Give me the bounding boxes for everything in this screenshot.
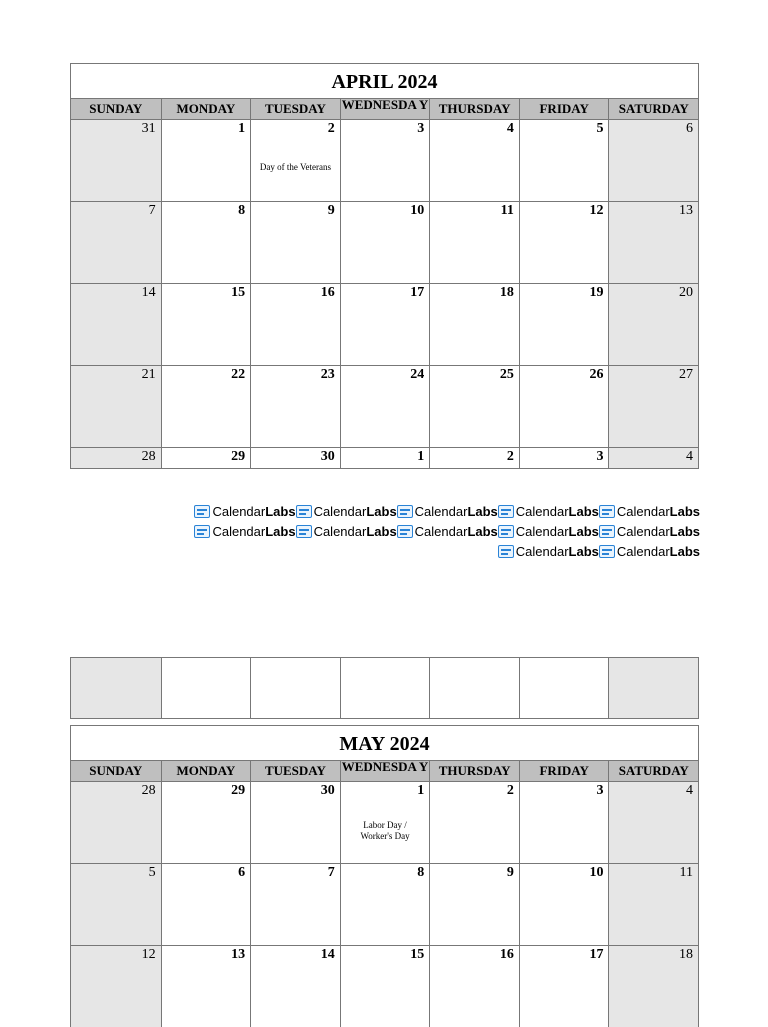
day-cell[interactable] (519, 202, 609, 283)
calendarlabs-logo (397, 502, 498, 522)
day-number: 31 (141, 121, 156, 136)
day-cell[interactable] (429, 284, 519, 365)
day-number: 3 (417, 121, 425, 136)
day-number: 14 (141, 285, 156, 300)
day-number: 28 (141, 783, 156, 798)
day-number: 17 (410, 285, 425, 300)
day-number: 30 (320, 449, 335, 464)
day-cell[interactable] (519, 946, 609, 1027)
day-number: 8 (238, 203, 246, 218)
day-cell[interactable] (429, 202, 519, 283)
logo-text-calendar: Calendar (515, 504, 569, 519)
day-cell[interactable] (71, 864, 161, 945)
april-weekday-header (71, 99, 698, 120)
logo-text-labs: Labs (366, 504, 397, 519)
day-number: 2 (327, 121, 335, 136)
blank-cell (608, 658, 698, 718)
day-number: 28 (141, 449, 156, 464)
day-cell[interactable] (519, 366, 609, 447)
day-number: 4 (506, 121, 514, 136)
may-weekday-header (71, 761, 698, 782)
april-week-4 (71, 366, 698, 448)
day-number: 21 (141, 367, 156, 382)
april-week-5 (71, 448, 698, 468)
day-cell[interactable] (340, 946, 430, 1027)
day-cell[interactable] (340, 120, 430, 201)
logo-text-calendar: Calendar (414, 524, 468, 539)
day-cell[interactable] (519, 864, 609, 945)
logo-text-labs: Labs (568, 544, 599, 559)
day-cell[interactable] (250, 120, 340, 201)
event-line: Worker's Day (360, 831, 410, 841)
day-number: 7 (327, 865, 335, 880)
day-cell[interactable] (71, 946, 161, 1027)
day-cell[interactable] (71, 366, 161, 447)
day-cell[interactable] (429, 366, 519, 447)
logo-text-calendar: Calendar (212, 524, 266, 539)
april-week-1 (71, 120, 698, 202)
day-cell[interactable] (161, 120, 251, 201)
calendarlabs-logo (599, 522, 700, 542)
day-cell[interactable] (340, 202, 430, 283)
day-number: 23 (320, 367, 335, 382)
day-number: 2 (506, 449, 514, 464)
may-title: MAY 2024 (71, 726, 698, 761)
logo-text-labs: Labs (568, 504, 599, 519)
logo-text-calendar: Calendar (313, 524, 367, 539)
day-cell[interactable] (608, 946, 698, 1027)
day-cell[interactable] (250, 946, 340, 1027)
day-number: 3 (596, 449, 604, 464)
header-sunday: SUNDAY (89, 101, 143, 116)
day-number: 18 (499, 285, 514, 300)
calendarlabs-logo (296, 522, 397, 542)
day-cell[interactable] (340, 864, 430, 945)
day-number: 10 (410, 203, 425, 218)
logo-text-labs: Labs (366, 524, 397, 539)
calendar-icon (194, 505, 210, 518)
header-friday: FRIDAY (519, 761, 609, 781)
april-title: APRIL 2024 (71, 64, 698, 99)
blank-cell (71, 658, 161, 718)
day-cell[interactable] (340, 782, 430, 863)
blank-cell (429, 658, 519, 718)
day-cell[interactable] (429, 448, 519, 468)
calendar-icon (194, 525, 210, 538)
may-week-1 (71, 782, 698, 864)
header-tuesday: TUESDAY (250, 99, 340, 119)
day-number: 6 (238, 865, 246, 880)
blank-cell (340, 658, 430, 718)
day-number: 1 (417, 449, 425, 464)
day-cell[interactable] (608, 366, 698, 447)
day-number: 30 (320, 783, 335, 798)
day-number: 5 (596, 121, 604, 136)
header-monday: MONDAY (161, 99, 251, 119)
calendarlabs-logo (498, 522, 599, 542)
day-cell[interactable] (71, 448, 161, 468)
day-number: 14 (320, 947, 335, 962)
day-number: 12 (141, 947, 156, 962)
header-wednesday: WEDNESDA Y (340, 761, 430, 781)
logo-text-labs: Labs (669, 544, 700, 559)
logo-text-calendar: Calendar (515, 524, 569, 539)
day-cell[interactable] (250, 448, 340, 468)
day-cell[interactable] (161, 946, 251, 1027)
day-number: 11 (500, 203, 514, 218)
day-cell[interactable] (161, 284, 251, 365)
logo-text-labs: Labs (467, 504, 498, 519)
logo-text-labs: Labs (265, 524, 296, 539)
day-cell[interactable] (608, 448, 698, 468)
day-cell[interactable] (608, 120, 698, 201)
day-cell[interactable] (250, 782, 340, 863)
calendarlabs-logo-strip (148, 502, 700, 562)
day-number: 29 (231, 449, 246, 464)
day-cell[interactable] (429, 120, 519, 201)
day-cell[interactable] (250, 864, 340, 945)
calendar-icon (599, 545, 615, 558)
logo-text-calendar: Calendar (313, 504, 367, 519)
day-cell[interactable] (608, 782, 698, 863)
day-number: 3 (596, 783, 604, 798)
day-number: 1 (238, 121, 246, 136)
day-number: 26 (589, 367, 604, 382)
day-cell[interactable] (429, 782, 519, 863)
day-number: 1 (417, 783, 425, 798)
calendarlabs-logo (498, 542, 599, 562)
event-label (341, 820, 430, 842)
calendarlabs-logo (599, 542, 700, 562)
day-cell[interactable] (161, 366, 251, 447)
day-number: 10 (589, 865, 604, 880)
calendarlabs-logo (397, 522, 498, 542)
calendarlabs-logo (296, 502, 397, 522)
day-cell[interactable] (71, 284, 161, 365)
logo-text-labs: Labs (467, 524, 498, 539)
day-cell[interactable] (161, 782, 251, 863)
header-thursday: THURSDAY (429, 99, 519, 119)
logo-text-calendar: Calendar (616, 504, 670, 519)
blank-cell (161, 658, 251, 718)
day-number: 13 (679, 203, 694, 218)
logo-text-labs: Labs (568, 524, 599, 539)
day-cell[interactable] (429, 864, 519, 945)
header-tuesday: TUESDAY (250, 761, 340, 781)
day-number: 25 (499, 367, 514, 382)
day-number: 9 (327, 203, 335, 218)
day-number: 11 (679, 865, 694, 880)
day-cell[interactable] (608, 284, 698, 365)
logo-text-labs: Labs (265, 504, 296, 519)
day-cell[interactable] (71, 782, 161, 863)
day-number: 2 (506, 783, 514, 798)
logo-text-calendar: Calendar (616, 524, 670, 539)
day-number: 20 (679, 285, 694, 300)
april-calendar (70, 63, 699, 469)
logo-text-calendar: Calendar (414, 504, 468, 519)
day-number: 7 (148, 203, 156, 218)
header-monday: MONDAY (161, 761, 251, 781)
day-cell[interactable] (161, 864, 251, 945)
header-saturday: SATURDAY (608, 761, 698, 781)
day-cell[interactable] (519, 782, 609, 863)
day-cell[interactable] (250, 202, 340, 283)
day-number: 15 (410, 947, 425, 962)
day-number: 6 (686, 121, 694, 136)
calendar-icon (599, 525, 615, 538)
day-cell[interactable] (250, 366, 340, 447)
logo-text-labs: Labs (669, 524, 700, 539)
calendar-icon (397, 525, 413, 538)
calendar-icon (599, 505, 615, 518)
day-number: 16 (499, 947, 514, 962)
logo-text-calendar: Calendar (212, 504, 266, 519)
calendar-icon (498, 505, 514, 518)
day-cell[interactable] (519, 120, 609, 201)
logo-text-labs: Labs (669, 504, 700, 519)
day-number: 8 (417, 865, 425, 880)
day-cell[interactable] (519, 448, 609, 468)
calendar-icon (296, 505, 312, 518)
day-number: 16 (320, 285, 335, 300)
calendarlabs-logo (194, 522, 295, 542)
calendar-icon (397, 505, 413, 518)
day-number: 18 (679, 947, 694, 962)
header-sunday: SUNDAY (89, 763, 143, 778)
day-cell[interactable] (161, 448, 251, 468)
day-number: 13 (231, 947, 246, 962)
calendar-icon (296, 525, 312, 538)
event-label: Day of the Veterans (259, 162, 331, 172)
may-week-3 (71, 946, 698, 1027)
day-number: 17 (589, 947, 604, 962)
day-cell[interactable] (340, 366, 430, 447)
event-line: Labor Day / (363, 820, 407, 830)
day-number: 9 (506, 865, 514, 880)
calendar-icon (498, 525, 514, 538)
day-number: 27 (679, 367, 694, 382)
day-number: 4 (686, 783, 694, 798)
day-number: 24 (410, 367, 425, 382)
day-number: 15 (231, 285, 246, 300)
header-thursday: THURSDAY (429, 761, 519, 781)
day-cell[interactable] (429, 946, 519, 1027)
day-number: 22 (231, 367, 246, 382)
day-number: 4 (686, 449, 694, 464)
day-cell[interactable] (71, 120, 161, 201)
calendar-icon (498, 545, 514, 558)
header-saturday: SATURDAY (608, 99, 698, 119)
blank-cell (250, 658, 340, 718)
day-cell[interactable] (519, 284, 609, 365)
day-cell[interactable] (250, 284, 340, 365)
day-number: 19 (589, 285, 604, 300)
header-wednesday: WEDNESDA Y (340, 99, 430, 119)
logo-text-calendar: Calendar (616, 544, 670, 559)
day-cell[interactable] (608, 202, 698, 283)
day-cell[interactable] (71, 202, 161, 283)
calendarlabs-logo (194, 502, 295, 522)
blank-cell (519, 658, 609, 718)
day-cell[interactable] (161, 202, 251, 283)
may-week-2 (71, 864, 698, 946)
calendarlabs-logo (599, 502, 700, 522)
may-calendar (70, 725, 699, 1027)
logo-text-calendar: Calendar (515, 544, 569, 559)
day-number: 5 (148, 865, 156, 880)
calendarlabs-logo (498, 502, 599, 522)
day-number: 12 (589, 203, 604, 218)
day-cell[interactable] (340, 448, 430, 468)
header-friday: FRIDAY (519, 99, 609, 119)
day-cell[interactable] (340, 284, 430, 365)
april-week-2 (71, 202, 698, 284)
april-week-3 (71, 284, 698, 366)
day-number: 29 (231, 783, 246, 798)
day-cell[interactable] (608, 864, 698, 945)
blank-week-row (70, 657, 699, 719)
